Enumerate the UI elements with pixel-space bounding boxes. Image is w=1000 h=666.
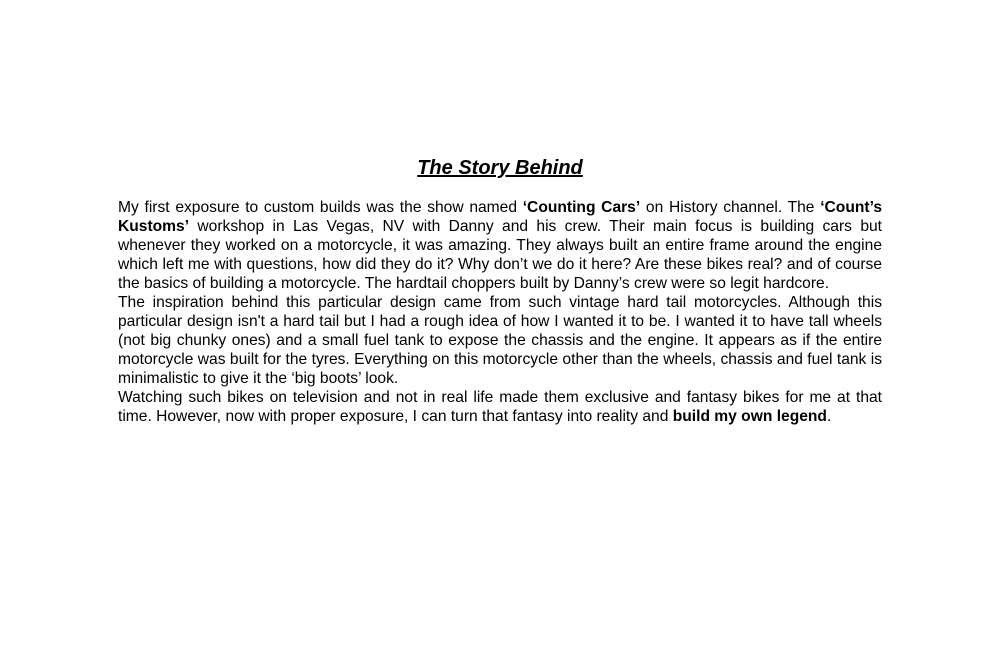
text-span: My first exposure to custom builds was the show named bbox=[118, 199, 523, 216]
text-span: workshop in Las Vegas, NV with Danny and his crew. Their main focus is building cars but whenever they worked on a motorcycle, it was amazing. They always built an entire frame around the engine which left me with questions, how did they do it? Why don’t we do it here? Are these bikes real? and of course the basics of building a motorcycle. The hardtail choppers built by Danny’s crew were so legit hardcore. bbox=[118, 218, 882, 292]
show-name-bold: ‘Counting Cars’ bbox=[522, 199, 641, 216]
paragraph-2 bbox=[118, 293, 882, 388]
text-span: . bbox=[826, 408, 832, 425]
paragraph-1 bbox=[118, 198, 882, 293]
legend-phrase-bold: build my own legend bbox=[672, 408, 827, 425]
paragraph-3 bbox=[118, 388, 882, 426]
document-body bbox=[118, 198, 882, 426]
document-title: The Story Behind bbox=[417, 157, 583, 179]
workshop-name-bold: ‘Count’s Kustoms’ bbox=[118, 199, 882, 235]
text-span: The inspiration behind this particular design came from such vintage hard tail motorcycles. Although this particular design isn't a hard tail but I had a rough idea of how I wanted it to be. I wanted it to have tall wheels (not big chunky ones) and a small fuel tank to expose the chassis and the engine. It appears as if the entire motorcycle was built for the tyres. Everything on this motorcycle other than the wheels, chassis and fuel tank is minimalistic to give it the ‘big boots’ look. bbox=[118, 294, 882, 387]
text-span: on History channel. The bbox=[640, 199, 821, 216]
text-span: Watching such bikes on television and not in real life made them exclusive and fantasy bikes for me at that time. However, now with proper exposure, I can turn that fantasy into reality and bbox=[118, 389, 882, 425]
